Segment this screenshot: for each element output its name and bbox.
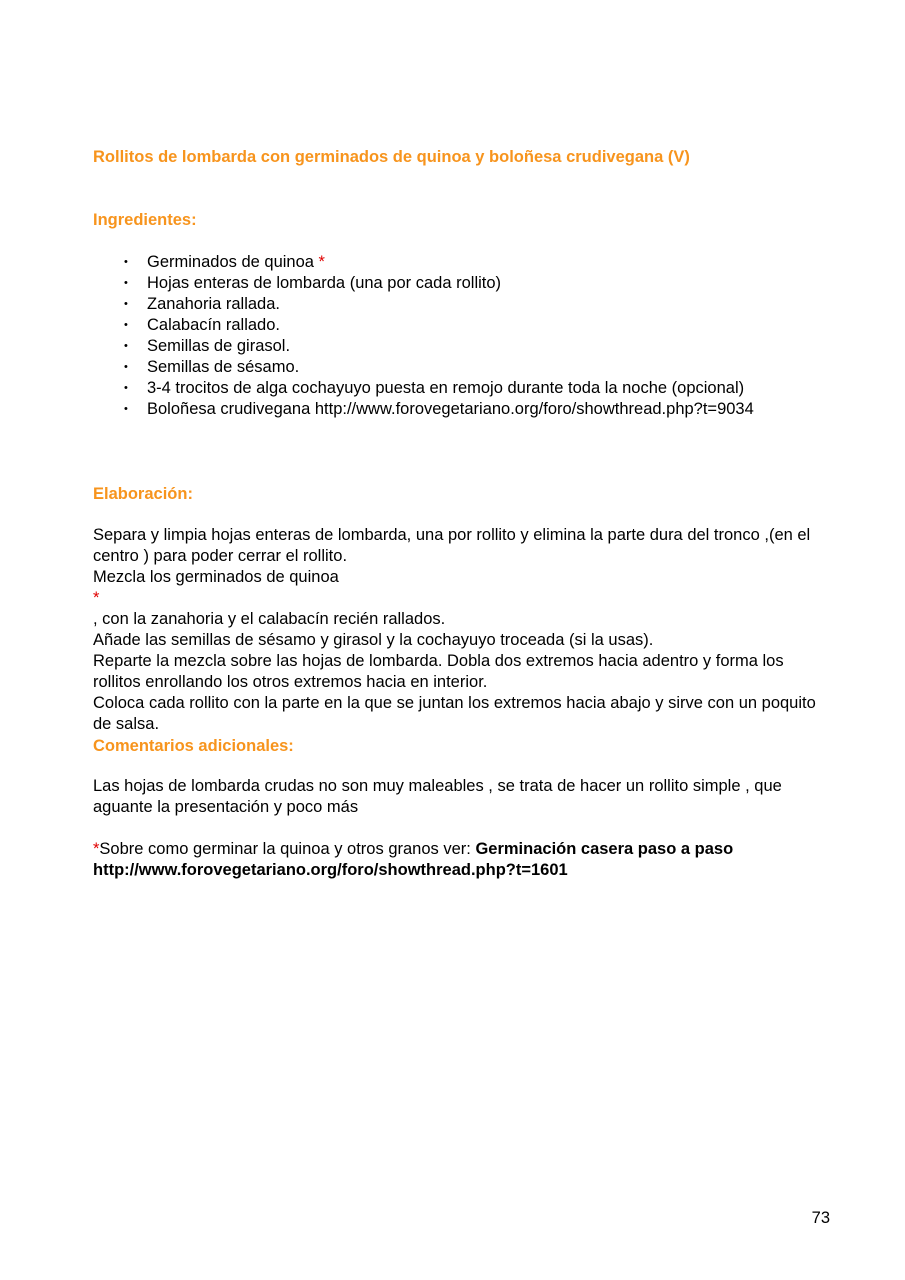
- list-item: [93, 336, 833, 357]
- recipe-title: Rollitos de lombarda con germinados de quinoa y boloñesa crudivegana (V): [93, 148, 690, 166]
- elaboracion-line-part: Mezcla los germinados de quinoa: [93, 568, 339, 586]
- asterisk-mark: *: [318, 253, 325, 271]
- bullet-icon: •: [124, 403, 128, 415]
- comentarios-heading: Comentarios adicionales:: [93, 737, 294, 755]
- elaboracion-heading: Elaboración:: [93, 485, 193, 503]
- asterisk-mark: *: [93, 840, 100, 858]
- elaboracion-line: Añade las semillas de sésamo y girasol y la cochayuyo troceada (si la usas).: [93, 631, 654, 649]
- bullet-icon: •: [124, 256, 128, 268]
- ingredients-list: [93, 252, 833, 420]
- asterisk-mark: *: [93, 589, 100, 607]
- note-text: Sobre como germinar la quinoa y otros granos ver:: [99, 840, 476, 858]
- ingredientes-heading: Ingredientes:: [93, 211, 197, 229]
- ingredient-text: Zanahoria rallada.: [147, 295, 280, 313]
- ingredient-text: Boloñesa crudivegana http://www.forovegetariano.org/foro/showthread.php?t=9034: [147, 400, 754, 418]
- ingredient-text: Calabacín rallado.: [147, 316, 280, 334]
- bullet-icon: •: [124, 340, 128, 352]
- bullet-icon: •: [124, 298, 128, 310]
- bullet-icon: •: [124, 319, 128, 331]
- ingredient-text: 3-4 trocitos de alga cochayuyo puesta en remojo durante toda la noche (opcional): [147, 379, 745, 397]
- list-item: [93, 378, 833, 399]
- bullet-icon: •: [124, 382, 128, 394]
- list-item: [93, 273, 833, 294]
- bullet-icon: •: [124, 361, 128, 373]
- elaboracion-text: [93, 525, 818, 735]
- ingredient-text: Hojas enteras de lombarda (una por cada rollito): [147, 274, 502, 292]
- note-link-text: Germinación casera paso a paso http://www.forovegetariano.org/foro/showthread.php?t=1601: [93, 840, 734, 879]
- comentarios-text: Las hojas de lombarda crudas no son muy maleables , se trata de hacer un rollito simple , que aguante la presentación y poco más: [93, 777, 782, 816]
- ingredient-text: Semillas de girasol.: [147, 337, 291, 355]
- ingredient-text: Germinados de quinoa: [147, 253, 319, 271]
- elaboracion-line: Coloca cada rollito con la parte en la que se juntan los extremos hacia abajo y sirve con un poquito de salsa.: [93, 694, 816, 733]
- elaboracion-line: [93, 567, 818, 630]
- list-item: [93, 294, 833, 315]
- list-item: [93, 357, 833, 378]
- germination-note: [93, 839, 818, 881]
- list-item: [93, 252, 833, 273]
- ingredient-text: Semillas de sésamo.: [147, 358, 300, 376]
- elaboracion-line-part: , con la zanahoria y el calabacín recién rallados.: [93, 610, 446, 628]
- elaboracion-line: Reparte la mezcla sobre las hojas de lombarda. Dobla dos extremos hacia adentro y forma los rollitos enrollando los otros extremos hacia en interior.: [93, 652, 784, 691]
- bullet-icon: •: [124, 277, 128, 289]
- page-number: 73: [811, 1209, 830, 1227]
- elaboracion-line: Separa y limpia hojas enteras de lombarda, una por rollito y elimina la parte dura del tronco ,(en el centro ) para poder cerrar el rollito.: [93, 526, 811, 565]
- list-item: [93, 399, 833, 420]
- list-item: [93, 315, 833, 336]
